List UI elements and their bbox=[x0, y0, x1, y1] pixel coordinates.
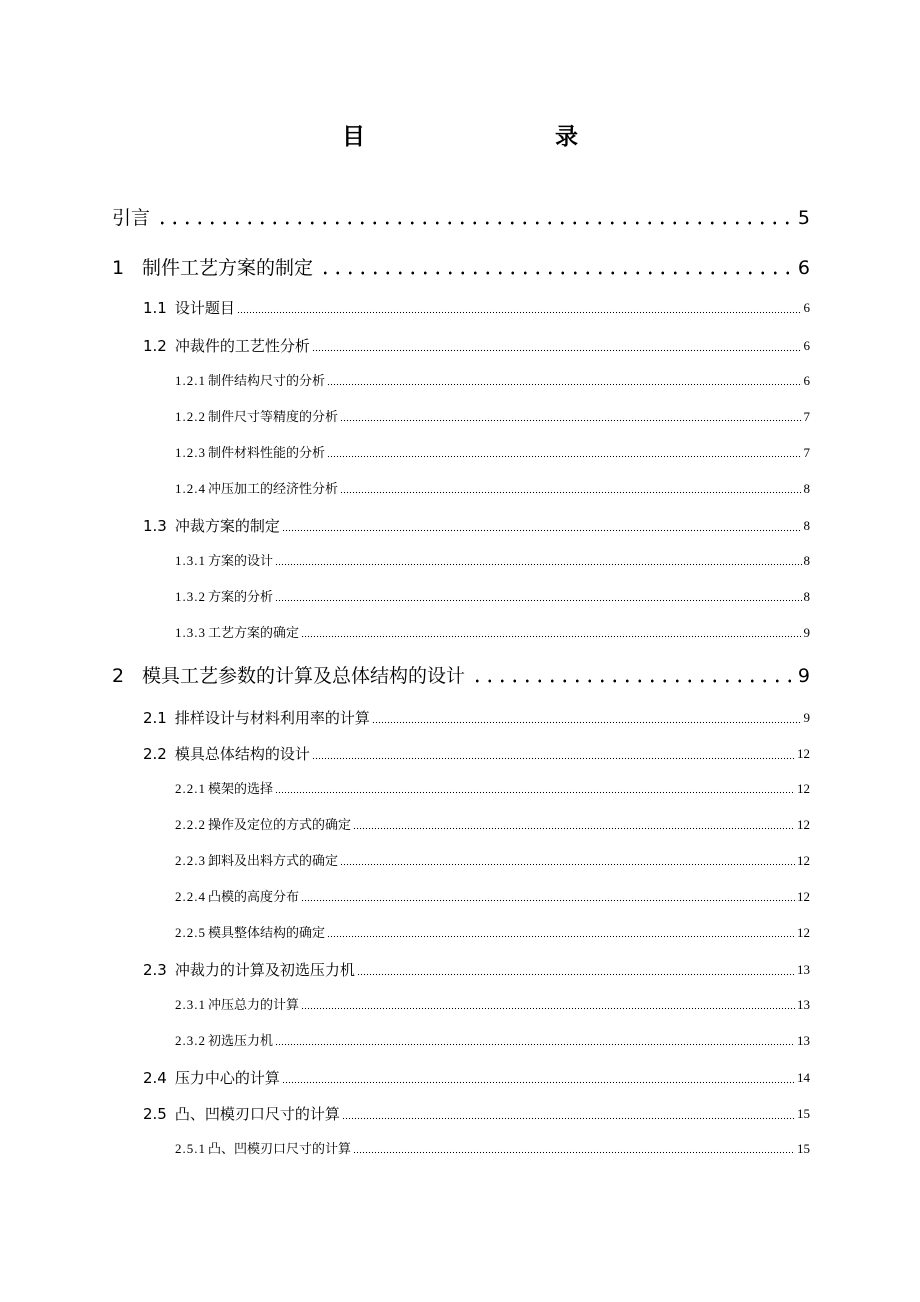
dot-leader bbox=[327, 935, 795, 938]
dot-leader bbox=[327, 455, 801, 458]
toc-entry-page: 9 bbox=[797, 665, 810, 687]
toc-entry-page: 6 bbox=[797, 257, 810, 279]
dot-leader bbox=[301, 1007, 795, 1010]
toc-entry-number: 1.2.3 bbox=[175, 445, 206, 460]
toc-entry-number: 1.2.2 bbox=[175, 409, 206, 424]
toc-entry-page: 6 bbox=[803, 300, 810, 315]
toc-entry-page: 8 bbox=[803, 589, 810, 604]
dot-leader bbox=[340, 491, 801, 494]
toc-entry-number: 2.3.1 bbox=[175, 997, 206, 1012]
toc-entry[interactable] bbox=[175, 588, 810, 606]
toc-entry[interactable] bbox=[175, 888, 810, 906]
toc-entry-number: 2.3.2 bbox=[175, 1033, 206, 1048]
dot-leader bbox=[275, 599, 801, 602]
toc-entry[interactable] bbox=[175, 372, 810, 390]
toc-entry-number: 1.3.1 bbox=[175, 553, 206, 568]
toc-entry-page: 8 bbox=[803, 518, 810, 533]
dot-leader bbox=[312, 349, 802, 352]
toc-entry[interactable] bbox=[143, 960, 810, 980]
toc-entry-title: 冲压加工的经济性分析 bbox=[208, 481, 339, 496]
toc-entry[interactable] bbox=[175, 1140, 810, 1158]
dot-leader bbox=[340, 863, 795, 866]
dot-leader bbox=[327, 383, 801, 386]
toc-entry-page: 12 bbox=[797, 817, 810, 832]
toc-entry-page: 12 bbox=[797, 781, 810, 796]
toc-entry-number: 2.2.4 bbox=[175, 889, 206, 904]
toc-entry-page: 9 bbox=[803, 625, 810, 640]
toc-entry-page: 12 bbox=[797, 746, 810, 761]
toc-entry-number: 2 bbox=[112, 665, 125, 687]
toc-entry[interactable] bbox=[143, 336, 810, 356]
toc-entry-page: 12 bbox=[797, 853, 810, 868]
dot-leader bbox=[275, 563, 801, 566]
toc-entry-page: 6 bbox=[803, 338, 810, 353]
toc-entry-page: 15 bbox=[797, 1106, 810, 1121]
toc-entry[interactable] bbox=[175, 816, 810, 834]
dot-leader bbox=[282, 1081, 795, 1084]
toc-entry[interactable] bbox=[143, 1104, 810, 1124]
toc-entry-number: 2.3 bbox=[143, 961, 167, 979]
toc-entry-title: 冲裁力的计算及初选压力机 bbox=[174, 961, 355, 979]
dot-leader bbox=[340, 419, 801, 422]
toc-entry-title: 模架的选择 bbox=[208, 781, 274, 796]
toc-entry-page: 13 bbox=[797, 997, 810, 1012]
toc-entry[interactable] bbox=[143, 298, 810, 318]
toc-entry[interactable] bbox=[175, 1032, 810, 1050]
toc-entry-title: 设计题目 bbox=[174, 299, 235, 317]
toc-entry-number: 1.3 bbox=[143, 517, 167, 535]
toc-entry-page: 5 bbox=[797, 207, 810, 229]
toc-entry-title: 冲裁件的工艺性分析 bbox=[174, 337, 310, 355]
dot-leader bbox=[275, 791, 795, 794]
dot-leader bbox=[353, 827, 795, 830]
dot-leader bbox=[301, 899, 795, 902]
toc-entry-title: 制件尺寸等精度的分析 bbox=[208, 409, 339, 424]
toc-entry-number: 2.4 bbox=[143, 1069, 167, 1087]
toc-entry-number: 2.2 bbox=[143, 745, 167, 763]
toc-entry-title: 冲压总力的计算 bbox=[208, 997, 300, 1012]
toc-entry[interactable] bbox=[175, 444, 810, 462]
toc-entry-number: 2.2.1 bbox=[175, 781, 206, 796]
dot-leader bbox=[312, 757, 795, 760]
toc-entry-title: 制件工艺方案的制定 bbox=[142, 257, 314, 279]
toc-entry[interactable] bbox=[175, 552, 810, 570]
toc-entry-number: 1.3.2 bbox=[175, 589, 206, 604]
toc-entry[interactable] bbox=[175, 408, 810, 426]
toc-entry[interactable] bbox=[175, 996, 810, 1014]
toc-entry[interactable] bbox=[112, 256, 810, 280]
toc-entry-page: 14 bbox=[797, 1070, 810, 1085]
toc-entry-title: 工艺方案的确定 bbox=[208, 625, 300, 640]
toc-entry-title: 模具总体结构的设计 bbox=[174, 745, 310, 763]
toc-entry-page: 9 bbox=[803, 710, 810, 725]
toc-entry-number: 1.2 bbox=[143, 337, 167, 355]
page-title: 目 录 bbox=[342, 124, 626, 150]
toc-entry-number: 2.2.3 bbox=[175, 853, 206, 868]
toc-entry-page: 7 bbox=[803, 409, 810, 424]
dot-leader bbox=[353, 1151, 795, 1154]
dot-leader bbox=[282, 529, 802, 532]
toc-entry-page: 8 bbox=[803, 553, 810, 568]
toc-entry-page: 12 bbox=[797, 889, 810, 904]
dot-leader bbox=[319, 270, 792, 276]
toc-entry-title: 模具整体结构的确定 bbox=[208, 925, 326, 940]
toc-entry-page: 8 bbox=[803, 481, 810, 496]
toc-entry-page: 13 bbox=[797, 962, 810, 977]
toc-entry-title: 制件结构尺寸的分析 bbox=[208, 373, 326, 388]
toc-entry-title: 方案的设计 bbox=[208, 553, 274, 568]
toc-entry-title: 凸、凹模刃口尺寸的计算 bbox=[208, 1141, 352, 1156]
dot-leader bbox=[156, 220, 792, 226]
toc-entry-number: 1.2.1 bbox=[175, 373, 206, 388]
toc-entry-number: 1.2.4 bbox=[175, 481, 206, 496]
toc-entry-title: 制件材料性能的分析 bbox=[208, 445, 326, 460]
toc-entry-number: 1.3.3 bbox=[175, 625, 206, 640]
toc-entry-title: 操作及定位的方式的确定 bbox=[208, 817, 352, 832]
toc-entry-title: 模具工艺参数的计算及总体结构的设计 bbox=[142, 665, 466, 687]
toc-entry[interactable] bbox=[112, 206, 810, 230]
toc-entry-number: 2.5.1 bbox=[175, 1141, 206, 1156]
toc-entry[interactable] bbox=[143, 1068, 810, 1088]
toc-entry[interactable] bbox=[143, 744, 810, 764]
toc-entry-number: 1 bbox=[112, 257, 125, 279]
toc-entry[interactable] bbox=[175, 624, 810, 642]
toc-entry[interactable] bbox=[175, 780, 810, 798]
toc-entry-number: 2.5 bbox=[143, 1105, 167, 1123]
toc-entry-title: 排样设计与材料利用率的计算 bbox=[174, 709, 370, 727]
toc-entry[interactable] bbox=[143, 708, 810, 728]
toc-entry[interactable] bbox=[175, 480, 810, 498]
dot-leader bbox=[357, 973, 795, 976]
toc-entry-title: 方案的分析 bbox=[208, 589, 274, 604]
toc-entry-number: 2.2.5 bbox=[175, 925, 206, 940]
toc-entry[interactable] bbox=[175, 852, 810, 870]
toc-entry-number: 1.1 bbox=[143, 299, 167, 317]
toc-entry-title: 初选压力机 bbox=[208, 1033, 274, 1048]
toc-entry-title: 凸模的高度分布 bbox=[208, 889, 300, 904]
toc-entry-title: 冲裁方案的制定 bbox=[174, 517, 280, 535]
toc-entry[interactable] bbox=[112, 664, 810, 688]
toc-entry-number: 2.1 bbox=[143, 709, 167, 727]
toc-entry-page: 7 bbox=[803, 445, 810, 460]
dot-leader bbox=[342, 1117, 795, 1120]
toc-entry[interactable] bbox=[175, 924, 810, 942]
toc-entry-page: 13 bbox=[797, 1033, 810, 1048]
dot-leader bbox=[471, 678, 792, 684]
toc-entry-title: 卸料及出料方式的确定 bbox=[208, 853, 339, 868]
toc-entry-title: 压力中心的计算 bbox=[174, 1069, 280, 1087]
toc-entry-title: 凸、凹模刃口尺寸的计算 bbox=[174, 1105, 340, 1123]
toc-entry-page: 6 bbox=[803, 373, 810, 388]
toc-entry-page: 15 bbox=[797, 1141, 810, 1156]
dot-leader bbox=[372, 721, 802, 724]
dot-leader bbox=[301, 635, 801, 638]
toc-entry-title: 引言 bbox=[112, 207, 151, 229]
dot-leader bbox=[275, 1043, 795, 1046]
toc-entry-page: 12 bbox=[797, 925, 810, 940]
toc-entry[interactable] bbox=[143, 516, 810, 536]
toc-entry-number: 2.2.2 bbox=[175, 817, 206, 832]
dot-leader bbox=[237, 311, 802, 314]
